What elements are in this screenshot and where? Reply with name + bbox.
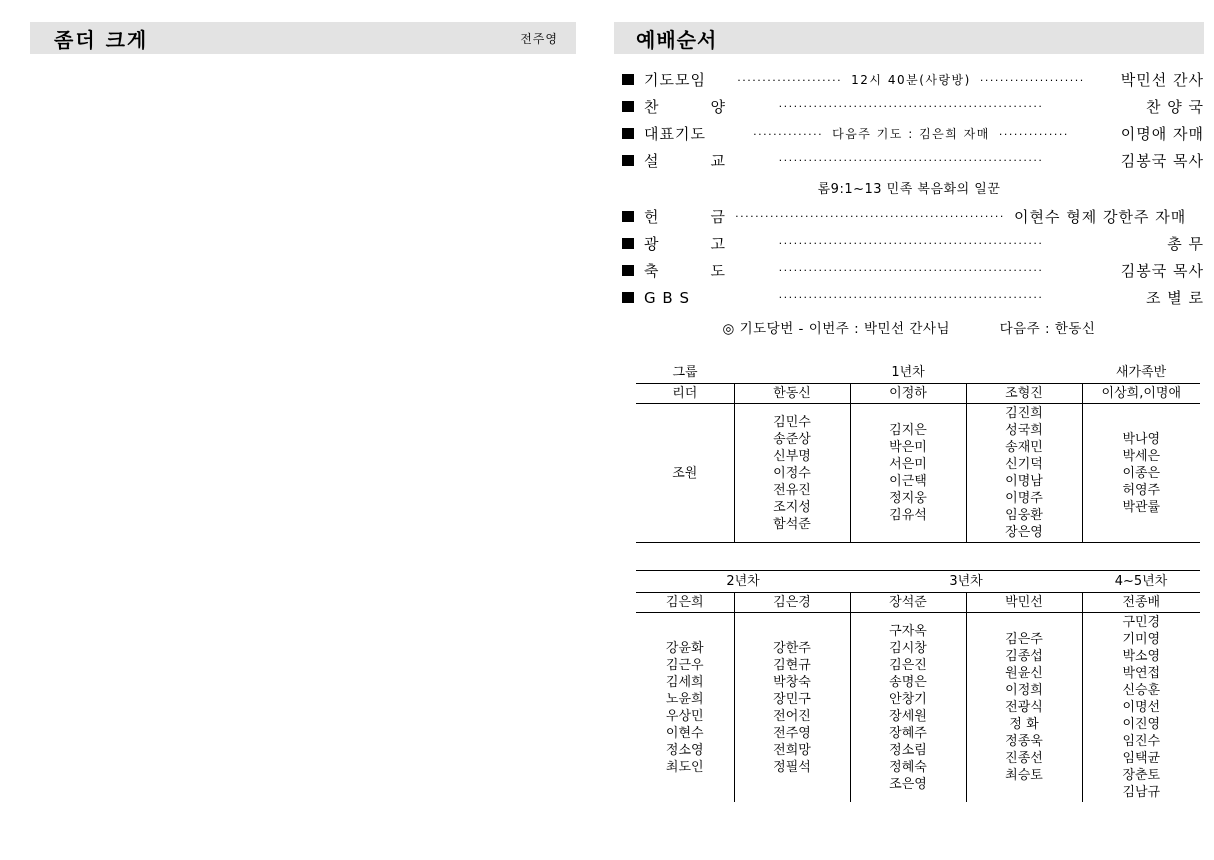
member-name: 구민경 [1122, 615, 1161, 630]
order-item-person: 박민선 간사 [1120, 71, 1204, 89]
member-name: 김은주 [1005, 632, 1043, 647]
square-bullet-icon [622, 211, 634, 222]
order-item [614, 120, 1204, 147]
member-name: 안창기 [889, 691, 927, 707]
group-table-year1-wrapper [614, 362, 1204, 543]
group-table-year2-5 [636, 570, 1200, 802]
member-name: 송재민 [1005, 440, 1043, 455]
order-item-dots: ····················································· [778, 154, 1044, 167]
order-item-person: 김봉국 목사 [1120, 152, 1204, 170]
table-header-cell: 3년차 [850, 571, 1082, 593]
order-item-label-part: 헌 [644, 208, 660, 226]
member-name: 정소영 [665, 742, 704, 758]
member-name: 박세은 [1122, 448, 1161, 464]
order-item-dots: ······················································ [735, 210, 1005, 223]
leader-name: 한동신 [734, 384, 850, 404]
member-name: 허영주 [1122, 482, 1161, 498]
order-item-person: 이명애 자매 [1120, 125, 1204, 143]
member-name: 김남규 [1122, 785, 1161, 800]
left-page-panel [0, 0, 586, 860]
order-item-label [644, 233, 726, 254]
member-name: 장세원 [889, 708, 927, 724]
group-table-year2-5-wrapper [614, 570, 1204, 802]
order-item-label-part: 광 [644, 235, 660, 253]
member-name: 이진영 [1122, 717, 1161, 732]
member-name: 장혜주 [889, 725, 927, 741]
member-name: 조은영 [889, 776, 927, 792]
order-item-label-part: 고 [710, 235, 726, 253]
member-name: 이정희 [1005, 683, 1043, 698]
order-item [614, 230, 1204, 257]
member-name: 김세희 [665, 674, 704, 690]
member-name: 정종욱 [1005, 734, 1043, 749]
leader-name: 이정하 [850, 384, 966, 404]
table-row [636, 404, 1200, 543]
square-bullet-icon [622, 74, 634, 85]
member-name: 서은미 [889, 457, 927, 472]
order-item-label-part: 설 [644, 152, 660, 170]
member-row-label: 조원 [636, 404, 734, 543]
table-header-cell: 새가족반 [1082, 362, 1200, 384]
order-item-dots: ····················································· [778, 291, 1044, 304]
square-bullet-icon [622, 155, 634, 166]
member-name: 조지성 [773, 499, 811, 515]
table-row [636, 362, 1200, 384]
order-item-label [644, 260, 726, 281]
member-name: 이명선 [1122, 700, 1161, 715]
table-row [636, 593, 1200, 613]
order-item-label: G B S [644, 288, 690, 307]
square-bullet-icon [622, 128, 634, 139]
left-header-bar [30, 22, 576, 54]
member-name: 정지웅 [889, 491, 927, 506]
order-item-label [644, 206, 726, 227]
member-name-list [734, 404, 850, 543]
member-name: 장춘토 [1122, 768, 1161, 783]
member-name: 이정수 [773, 465, 811, 481]
member-name: 이현수 [665, 725, 704, 741]
member-name: 신기덕 [1005, 457, 1043, 472]
order-item-person: 찬 양 국 [1145, 98, 1204, 116]
order-item-dots: ····················· 12시 40분(사랑방) ····················· [737, 73, 1085, 87]
member-name: 구자옥 [889, 623, 927, 639]
sermon-scripture-text: 롬9:1~13 민족 복음화의 일꾼 [817, 182, 1001, 197]
group-table-year1 [636, 362, 1200, 543]
member-name: 박관률 [1122, 499, 1161, 515]
table-row [636, 613, 1200, 803]
leader-name: 김은희 [636, 593, 734, 613]
table-row [636, 571, 1200, 593]
leader-name: 장석준 [850, 593, 966, 613]
member-name-list [966, 613, 1082, 803]
table-header-cell: 1년차 [734, 362, 1082, 384]
table-header-cell: 2년차 [636, 571, 850, 593]
leader-name: 김은경 [734, 593, 850, 613]
member-name: 이종은 [1122, 465, 1161, 481]
leader-name: 전종배 [1082, 593, 1200, 613]
order-item [614, 257, 1204, 284]
leader-name: 박민선 [966, 593, 1082, 613]
order-item [614, 284, 1204, 311]
member-name: 강윤화 [665, 640, 704, 656]
member-name-list [1082, 613, 1200, 803]
order-item [614, 66, 1204, 93]
order-item-label-part: 찬 [644, 98, 660, 116]
order-item-person: 김봉국 목사 [1120, 262, 1204, 280]
leader-name: 이상희,이명애 [1082, 384, 1200, 404]
member-name: 김지은 [889, 423, 927, 438]
table-header-cell: 그룹 [636, 362, 734, 384]
order-item-dots: ····················································· [778, 100, 1044, 113]
member-name: 최승토 [1005, 768, 1043, 783]
order-item-person: 총 무 [1167, 235, 1204, 253]
member-name: 전희망 [773, 742, 811, 758]
worship-order-header-bar [614, 22, 1204, 54]
order-item [614, 147, 1204, 174]
member-name: 정혜숙 [889, 759, 927, 775]
table-header-cell: 4~5년차 [1082, 571, 1200, 593]
order-item-note: 12시 40분(사랑방) [851, 73, 971, 87]
member-name: 박소영 [1122, 649, 1161, 664]
member-name: 기미영 [1122, 632, 1161, 647]
member-name: 원윤신 [1005, 666, 1043, 681]
member-name-list [966, 404, 1082, 543]
member-name: 김근우 [665, 657, 704, 673]
right-page-panel [600, 0, 1214, 860]
order-item-label: 대표기도 [644, 125, 706, 143]
member-name: 김종섭 [1005, 649, 1043, 664]
order-item-label-part: 금 [710, 208, 726, 226]
member-name: 전유진 [773, 482, 811, 498]
member-name: 최도인 [665, 759, 704, 775]
worship-order-list [614, 66, 1204, 337]
member-name: 임택균 [1122, 751, 1161, 766]
order-item [614, 93, 1204, 120]
member-name: 김은진 [889, 657, 927, 673]
member-name-list [1082, 404, 1200, 543]
order-item-person: 조 별 로 [1145, 289, 1204, 307]
member-name: 전광식 [1005, 700, 1043, 715]
order-item-note: 다음주 기도 : 김은희 자매 [832, 127, 990, 141]
order-item-dots: ·············· 다음주 기도 : 김은희 자매 ·············· [753, 127, 1069, 141]
square-bullet-icon [622, 292, 634, 303]
member-name: 정필석 [773, 759, 811, 775]
member-name: 김시창 [889, 640, 927, 656]
left-header-author: 전주영 [520, 31, 558, 46]
member-name: 전주영 [773, 725, 811, 741]
member-name-list [734, 613, 850, 803]
member-name: 송준상 [773, 431, 811, 447]
member-name: 김현규 [773, 657, 811, 673]
member-name: 노윤희 [665, 691, 704, 707]
member-name: 강한주 [773, 640, 811, 656]
square-bullet-icon [622, 101, 634, 112]
member-name: 우상민 [665, 708, 704, 724]
order-item-dots: ····················································· [778, 264, 1044, 277]
member-name: 이명주 [1005, 491, 1043, 506]
order-item-label [644, 96, 726, 117]
square-bullet-icon [622, 238, 634, 249]
member-name: 신부명 [773, 448, 811, 464]
member-name-list [636, 613, 734, 803]
member-name: 김진희 [1005, 406, 1043, 421]
prayer-duty-next: 다음주 : 한동신 [999, 321, 1096, 337]
worship-order-title: 예배순서 [636, 27, 718, 52]
member-name: 성국희 [1005, 423, 1043, 438]
member-name: 정 화 [1009, 717, 1039, 732]
member-name: 박창숙 [773, 674, 811, 690]
table-row [636, 384, 1200, 404]
member-name: 김유석 [889, 508, 927, 523]
member-name: 이명남 [1005, 474, 1043, 489]
member-name: 박연접 [1122, 666, 1161, 681]
order-item-label-part: 교 [710, 152, 726, 170]
member-name: 김민수 [773, 414, 811, 430]
member-name-list [850, 613, 966, 803]
prayer-duty-current: 기도당번 - 이번주 : 박민선 간사님 [739, 321, 950, 337]
member-name: 임웅환 [1005, 508, 1043, 523]
member-name: 진종선 [1005, 751, 1043, 766]
member-name: 임진수 [1122, 734, 1161, 749]
prayer-duty-line [614, 317, 1204, 337]
leader-row-label: 리더 [636, 384, 734, 404]
order-item-label-part: 양 [710, 98, 726, 116]
member-name: 송명은 [889, 674, 927, 690]
member-name: 함석준 [773, 516, 811, 532]
order-item [614, 203, 1204, 230]
order-item-label: 기도모임 [644, 71, 706, 89]
member-name: 박은미 [889, 440, 927, 455]
double-circle-icon: ◎ [722, 321, 735, 337]
member-name: 정소림 [889, 742, 927, 758]
left-header-title: 좀더 크게 [54, 27, 149, 52]
member-name: 전어진 [773, 708, 811, 724]
square-bullet-icon [622, 265, 634, 276]
member-name: 장민구 [773, 691, 811, 707]
order-item-label-part: 도 [710, 262, 726, 280]
member-name: 장은영 [1005, 525, 1043, 540]
member-name-list [850, 404, 966, 543]
order-item-dots: ····················································· [778, 237, 1044, 250]
order-item-label [644, 150, 726, 171]
leader-name: 조형진 [966, 384, 1082, 404]
member-name: 박나영 [1122, 431, 1161, 447]
member-name: 신승훈 [1122, 683, 1161, 698]
order-item-label-part: 축 [644, 262, 660, 280]
order-item-person: 이현수 형제 강한주 자매 [1014, 208, 1187, 226]
member-name: 이근택 [889, 474, 927, 489]
